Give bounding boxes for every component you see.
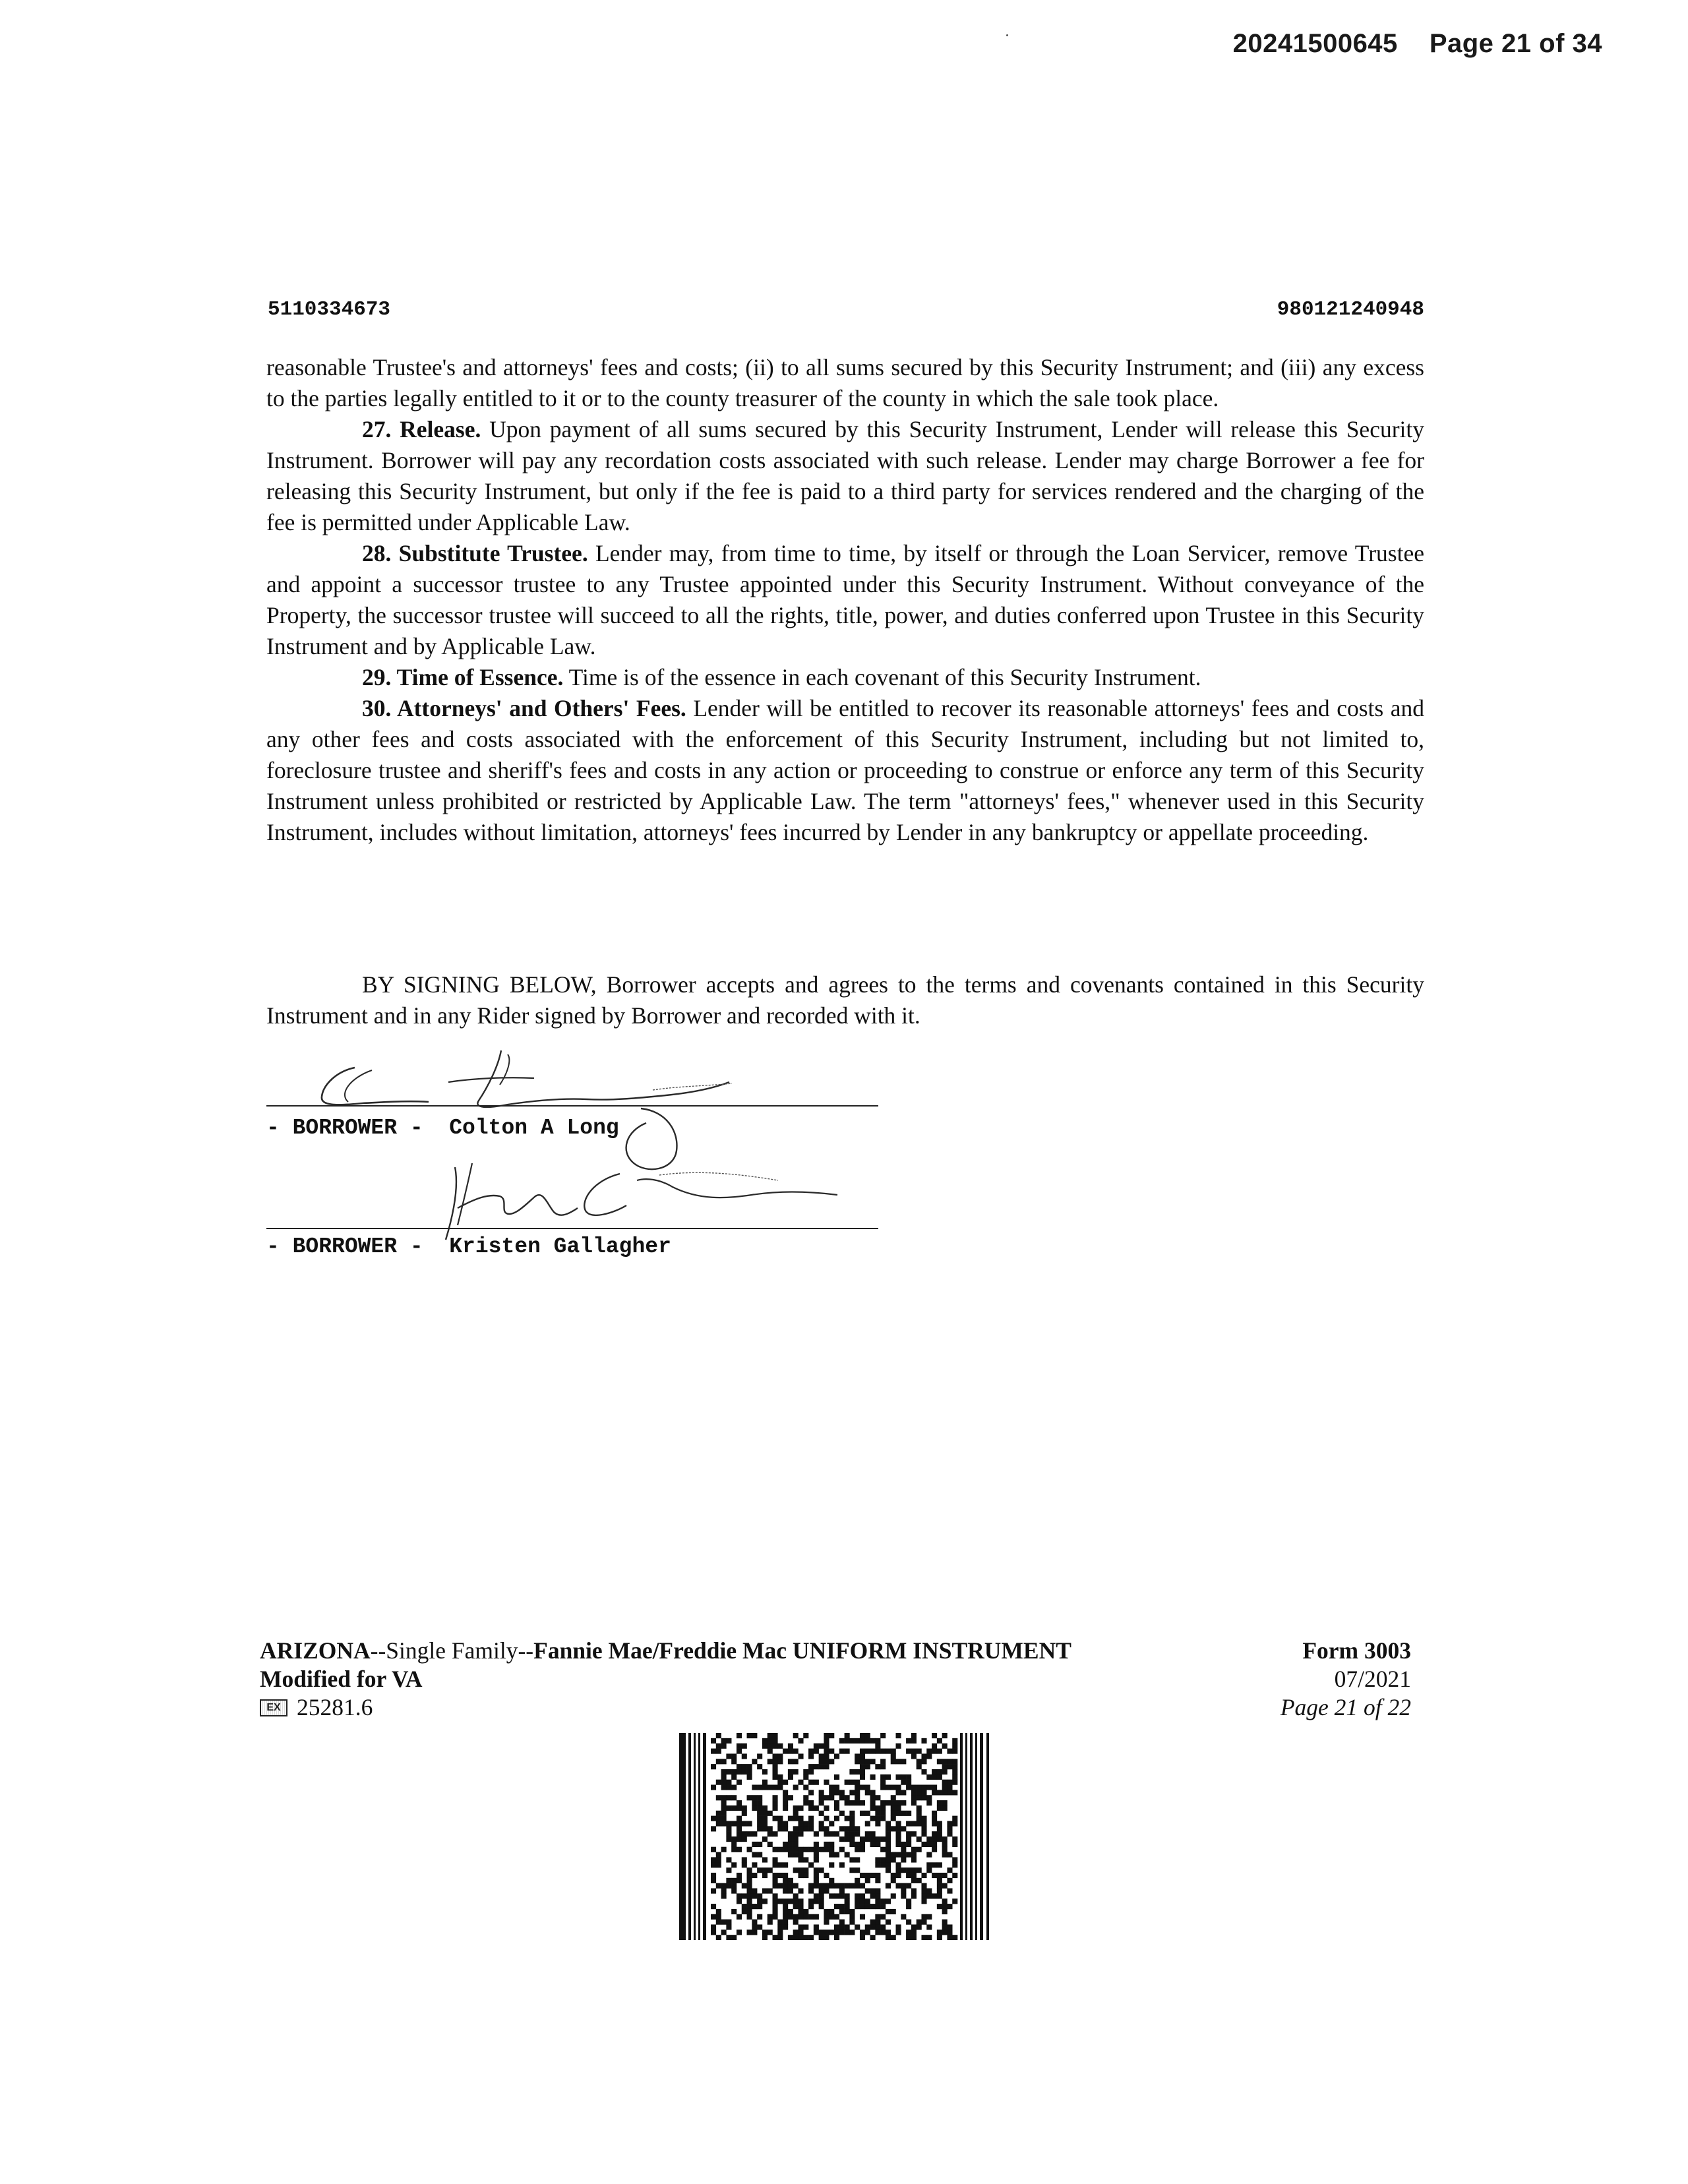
borrower-1-caption: - BORROWER - Colton A Long bbox=[266, 1116, 619, 1140]
recording-stamp bbox=[1233, 29, 1602, 59]
form-code-line bbox=[260, 1693, 1071, 1722]
form-number: Form 3003 bbox=[1302, 1637, 1411, 1664]
continuation-paragraph: reasonable Trustee's and attorneys' fees and costs; (ii) to all sums secured by this Security Instrument; and (iii) any excess to the parties legally entitled to it or to the county treasurer of the county in which the sale took place. bbox=[266, 354, 1424, 411]
section-28 bbox=[266, 538, 1424, 662]
document-number: 20241500645 bbox=[1232, 29, 1398, 58]
section-heading: 29. Time of Essence. bbox=[362, 664, 564, 690]
loan-number-header bbox=[268, 298, 1424, 321]
borrower-2-caption: - BORROWER - Kristen Gallagher bbox=[266, 1234, 671, 1259]
pdf417-barcode bbox=[679, 1733, 993, 1940]
section-text: Time is of the essence in each covenant of this Security Instrument. bbox=[563, 664, 1201, 690]
section-30 bbox=[266, 693, 1424, 848]
section-text: Upon payment of all sums secured by this Security Instrument, Lender will release this Security Instrument. Borrower will pay any recordation costs associated with such release. Lender may charge Borrower a fee for releasing this Security Instrument, but only if the fee is paid to a third party for services rendered and the charging of the fee is permitted under Applicable Law. bbox=[266, 416, 1424, 535]
section-text: Lender may, from time to time, by itself or through the Loan Servicer, remove Trustee and appoint a successor trustee to any Trustee appointed under this Security Instrument. Without conveyance of the Property, the successor trustee will succeed to all the rights, title, power, and duties conferred upon Trustee in this Security Instrument and by Applicable Law. bbox=[266, 540, 1424, 659]
form-footer-right bbox=[1281, 1637, 1411, 1722]
section-27 bbox=[266, 414, 1424, 538]
document-body bbox=[266, 352, 1424, 848]
section-heading: 27. Release. bbox=[362, 416, 481, 442]
form-state: ARIZONA bbox=[260, 1637, 371, 1664]
form-code: 25281.6 bbox=[297, 1694, 373, 1720]
form-page: Page 21 of 22 bbox=[1280, 1694, 1411, 1720]
loan-number-right: 980121240948 bbox=[1277, 298, 1424, 321]
section-heading: 28. Substitute Trustee. bbox=[362, 540, 588, 566]
form-date: 07/2021 bbox=[1334, 1666, 1411, 1692]
form-title bbox=[260, 1637, 1071, 1665]
section-29 bbox=[266, 662, 1424, 693]
section-heading: 30. Attorneys' and Others' Fees. bbox=[362, 695, 686, 721]
form-modification: Modified for VA bbox=[260, 1666, 423, 1692]
signature-line bbox=[266, 1105, 878, 1107]
section-text: Lender will be entitled to recover its reasonable attorneys' fees and costs and any other fees and costs associated with the enforcement of this Security Instrument, including but not limited to, foreclosure trustee and sheriff's fees and costs in any action or proceeding to construe or enforce any term of this Security Instrument unless prohibited or restricted by Applicable Law. The term "attorneys' fees," whenever used in this Security Instrument, includes without limitation, attorneys' fees incurred by Lender in any bankruptcy or appellate proceeding. bbox=[266, 695, 1424, 845]
form-instrument: Fannie Mae/Freddie Mac UNIFORM INSTRUMENT bbox=[533, 1637, 1071, 1664]
form-type: --Single Family-- bbox=[370, 1637, 534, 1664]
ellie-mae-logo: EX bbox=[260, 1699, 287, 1716]
form-footer-left bbox=[260, 1637, 1071, 1722]
signing-statement bbox=[266, 969, 1424, 1031]
scan-speck bbox=[1006, 34, 1008, 36]
signature-line bbox=[266, 1228, 878, 1229]
loan-number-left: 5110334673 bbox=[268, 298, 391, 321]
page-label: Page 21 of 34 bbox=[1429, 29, 1602, 58]
signing-statement-text: BY SIGNING BELOW, Borrower accepts and agrees to the terms and covenants contained in this Security Instrument and in any Rider signed by Borrower and recorded with it. bbox=[266, 971, 1424, 1029]
